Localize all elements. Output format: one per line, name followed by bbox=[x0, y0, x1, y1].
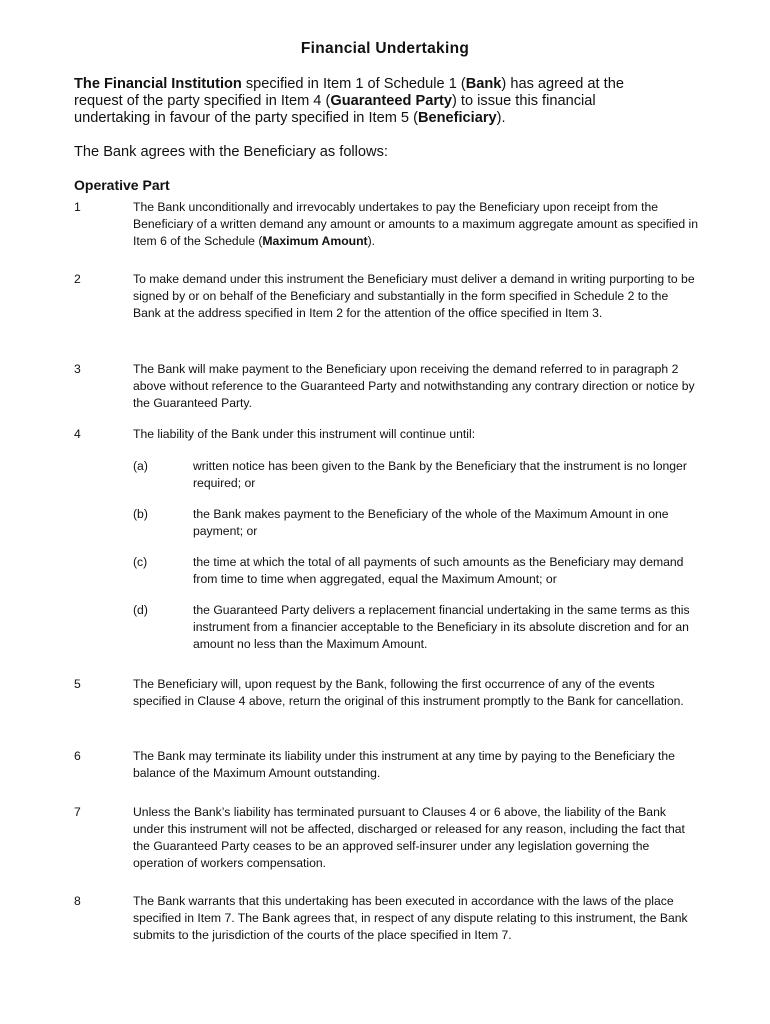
intro-text-3: ) to issue this financial undertaking in favour of the party specified in Item 5 ( bbox=[74, 93, 596, 126]
clause-text: Unless the Bank’s liability has terminated pursuant to Clauses 4 or 6 above, the liability of the Bank under this instrument will not be affected, discharged or released for any reason, including the fact that the Guaranteed Party ceases to be an approved self-insurer under any legislation governing the operation of workers compensation. bbox=[133, 805, 685, 870]
clause-text bbox=[133, 199, 699, 250]
clause-number: 2 bbox=[74, 272, 81, 286]
intro-text-2: ) has agreed at the request of the party specified in Item 4 ( bbox=[74, 76, 624, 109]
clause-text: To make demand under this instrument the Beneficiary must deliver a demand in writing purporting to be signed by or on behalf of the Beneficiary and substantially in the form specified in Schedule 2 to the Bank at the address specified in Item 2 for the attention of the office specified in Item 3. bbox=[133, 272, 695, 320]
clause-text-part: The Bank unconditionally and irrevocably undertakes to pay the Beneficiary upon receipt from the Beneficiary of a written demand any amount or amounts to a maximum aggregate amount as specified in Item 6 of the Schedule ( bbox=[133, 200, 698, 248]
intro-text-1: specified in Item 1 of Schedule 1 ( bbox=[241, 76, 466, 92]
clause-text: The Bank may terminate its liability under this instrument at any time by paying to the Beneficiary the balance of the Maximum Amount outstanding. bbox=[133, 749, 675, 780]
clause-bold-term: Maximum Amount bbox=[262, 234, 368, 248]
agreement-statement: The Bank agrees with the Beneficiary as follows: bbox=[74, 144, 388, 160]
clause-number: 4 bbox=[74, 427, 81, 441]
subclause-text: written notice has been given to the Bank by the Beneficiary that the instrument is no longer required; or bbox=[193, 459, 687, 490]
intro-paragraph bbox=[74, 76, 674, 127]
subclause-label: (d) bbox=[133, 603, 148, 617]
subclause-text: the Bank makes payment to the Beneficiary of the whole of the Maximum Amount in one payment; or bbox=[193, 507, 669, 538]
clause-number: 6 bbox=[74, 749, 81, 763]
clause-text-end: ). bbox=[367, 234, 376, 248]
clause-text: The liability of the Bank under this instrument will continue until: bbox=[133, 427, 476, 441]
document-title: Financial Undertaking bbox=[300, 40, 470, 57]
intro-bold-institution: The Financial Institution bbox=[74, 76, 242, 92]
intro-bold-beneficiary: Beneficiary bbox=[417, 110, 497, 126]
clause-number: 1 bbox=[74, 200, 81, 214]
intro-text-4: ). bbox=[496, 110, 506, 126]
clause-number: 8 bbox=[74, 894, 81, 908]
subclause-label: (b) bbox=[133, 507, 148, 521]
subclause-label: (a) bbox=[133, 459, 148, 473]
clause-number: 3 bbox=[74, 362, 81, 376]
subclause-label: (c) bbox=[133, 555, 148, 569]
intro-bold-bank: Bank bbox=[465, 76, 502, 92]
clause-text: The Bank warrants that this undertaking has been executed in accordance with the laws of the place specified in Item 7. The Bank agrees that, in respect of any dispute relating to this instrument, the Bank submits to the jurisdiction of the courts of the place specified in Item 7. bbox=[133, 894, 688, 942]
intro-bold-guaranteed-party: Guaranteed Party bbox=[330, 93, 453, 109]
clause-number: 5 bbox=[74, 677, 81, 691]
subclause-text: the time at which the total of all payments of such amounts as the Beneficiary may demand from time to time when aggregated, equal the Maximum Amount; or bbox=[193, 555, 684, 586]
subclause-text: the Guaranteed Party delivers a replacement financial undertaking in the same terms as this instrument from a financier acceptable to the Beneficiary in its absolute discretion and for an amount no less than the Maximum Amount. bbox=[193, 603, 690, 651]
section-heading: Operative Part bbox=[74, 177, 170, 193]
clause-text: The Beneficiary will, upon request by the Bank, following the first occurrence of any of the events specified in Clause 4 above, return the original of this instrument promptly to the Bank for cancellation. bbox=[133, 677, 684, 708]
clause-number: 7 bbox=[74, 805, 81, 819]
clause-text: The Bank will make payment to the Beneficiary upon receiving the demand referred to in paragraph 2 above without reference to the Guaranteed Party and notwithstanding any contrary direction or notice by the Guaranteed Party. bbox=[133, 362, 695, 410]
